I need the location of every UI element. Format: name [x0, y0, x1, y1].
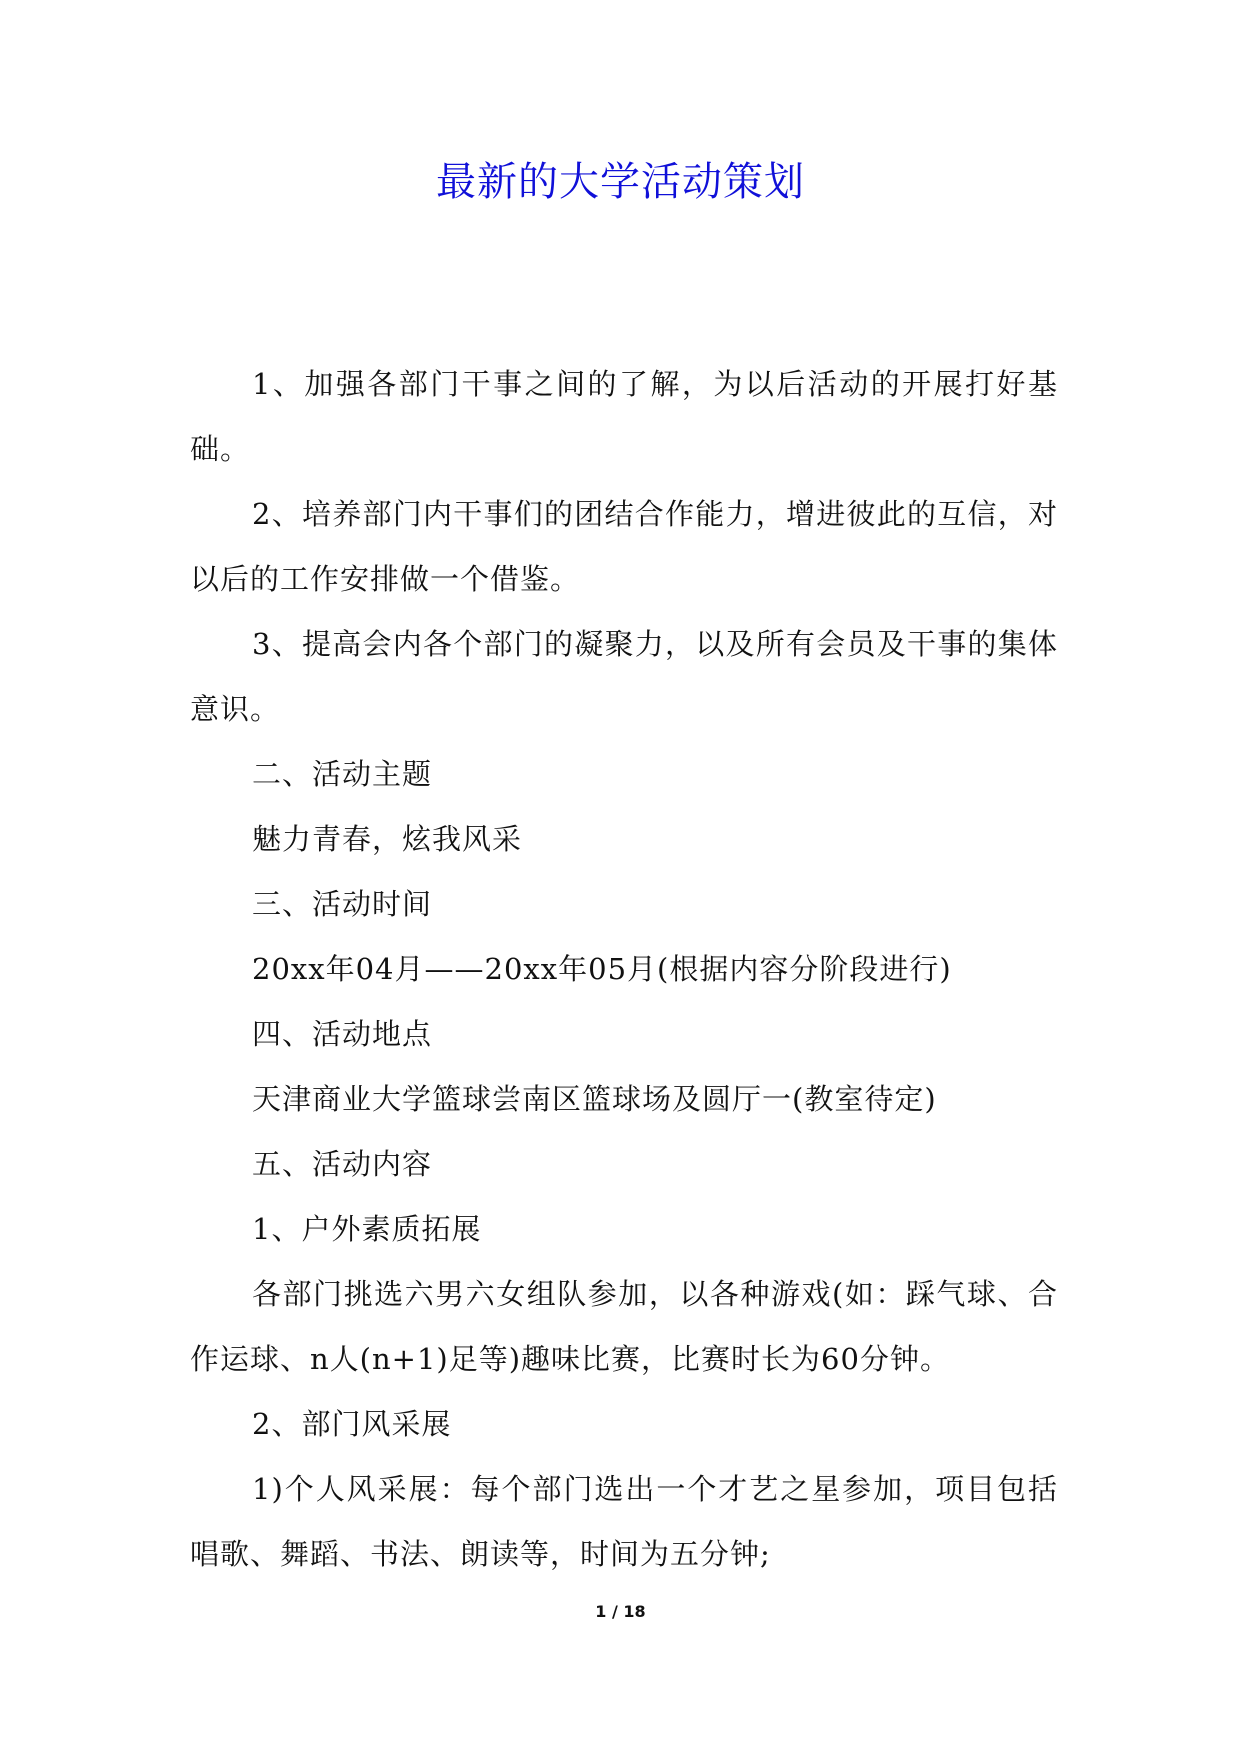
- heading-activity-content: 五、活动内容: [252, 1147, 433, 1181]
- paragraph-location: 天津商业大学篮球尝南区篮球场及圆厅一(教室待定): [252, 1082, 937, 1116]
- heading-activity-time: 三、活动时间: [252, 887, 433, 921]
- paragraph-goal-1: 1、加强各部门干事之间的了解，为以后活动的开展打好基础。: [190, 367, 1058, 466]
- document-body: [190, 352, 1058, 1587]
- subheading-outdoor: 1、户外素质拓展: [252, 1212, 482, 1246]
- subheading-department-showcase: 2、部门风采展: [252, 1407, 452, 1441]
- paragraph-goal-2: 2、培养部门内干事们的团结合作能力，增进彼此的互信，对以后的工作安排做一个借鉴。: [190, 497, 1058, 596]
- paragraph-theme: 魅力青春，炫我风采: [252, 822, 523, 856]
- paragraph-goal-3: 3、提高会内各个部门的凝聚力，以及所有会员及干事的集体意识。: [190, 627, 1058, 726]
- paragraph-time: 20xx年04月——20xx年05月(根据内容分阶段进行): [252, 952, 952, 986]
- heading-activity-location: 四、活动地点: [252, 1017, 433, 1051]
- document-title: 最新的大学活动策划: [436, 159, 805, 205]
- heading-activity-theme: 二、活动主题: [252, 757, 433, 791]
- paragraph-outdoor: 各部门挑选六男六女组队参加，以各种游戏(如：踩气球、合作运球、n人(n+1)足等)趣味比赛，比赛时长为60分钟。: [190, 1277, 1058, 1376]
- paragraph-personal-showcase: 1)个人风采展：每个部门选出一个才艺之星参加，项目包括唱歌、舞蹈、书法、朗读等，时间为五分钟;: [190, 1472, 1058, 1571]
- page-number: 1 / 18: [595, 1602, 646, 1621]
